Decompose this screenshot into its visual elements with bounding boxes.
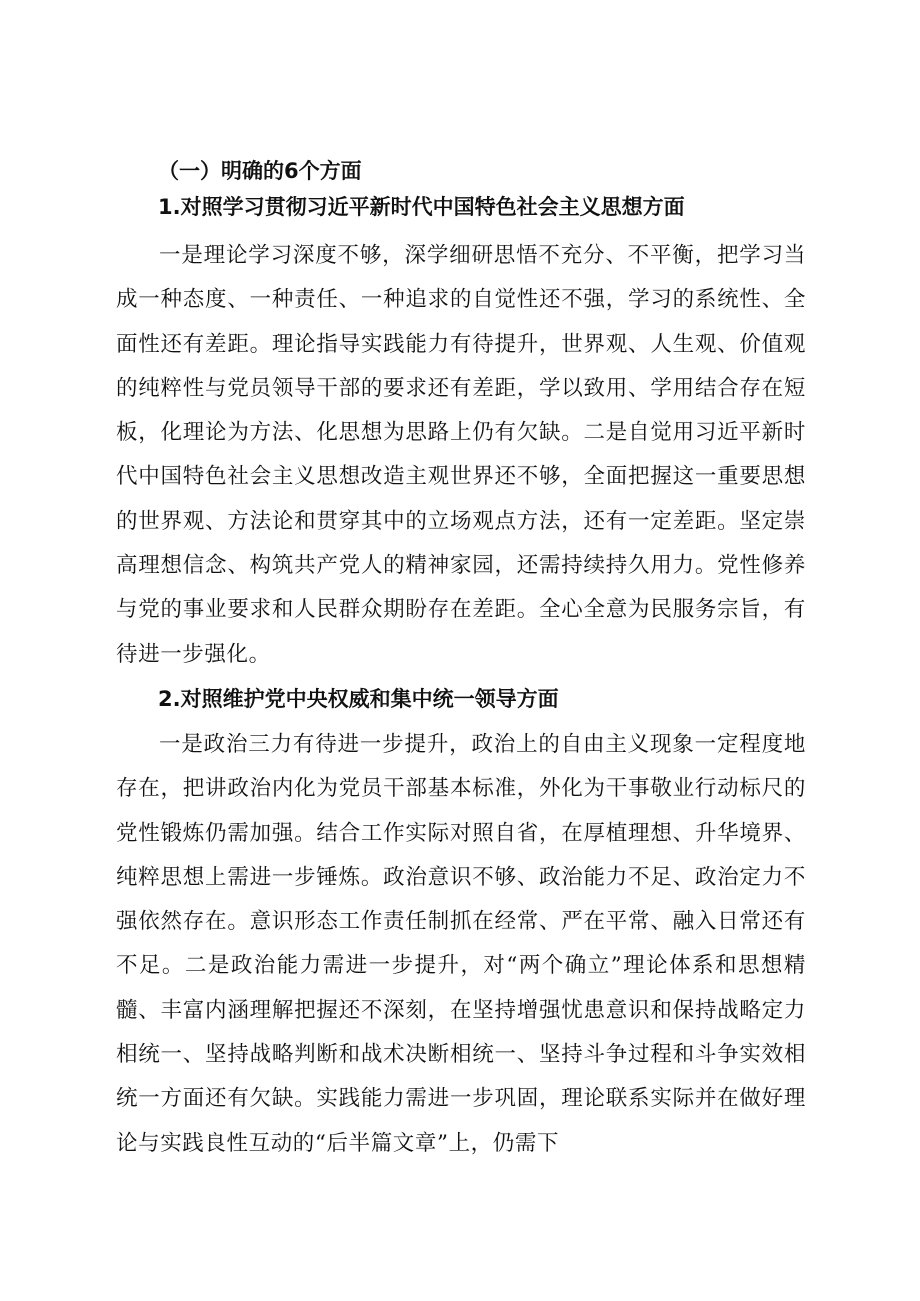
- subsection-2-title: 2.对照维护党中央权威和集中统一领导方面: [158, 686, 559, 711]
- subsection-2-paragraph: 一是政治三力有待进一步提升，政治上的自由主义现象一定程度地存在，把讲政治内化为党员干部基本标准，外化为干事敬业行动标尺的党性锻炼仍需加强。结合工作实际对照自省，在厚植理想、升华境界、纯粹思想上需进一步锤炼。政治意识不够、政治能力不足、政治定力不强依然存在。意识形态工作责任制抓在经常、严在平常、融入日常还有不足。二是政治能力需进一步提升，对“两个确立”理论体系和思想精髓、丰富内涵理解把握还不深刻，在坚持增强忧患意识和保持战略定力相统一、坚持战略判断和战术决断相统一、坚持斗争过程和斗争实效相统一方面还有欠缺。实践能力需进一步巩固，理论联系实际并在做好理论与实践良性互动的“后半篇文章”上，仍需下: [116, 731, 806, 1156]
- document-body: [116, 152, 806, 1166]
- subsection-1-paragraph: 一是理论学习深度不够，深学细研思悟不充分、不平衡，把学习当成一种态度、一种责任、一种追求的自觉性还不强，学习的系统性、全面性还有差距。理论指导实践能力有待提升，世界观、人生观、价值观的纯粹性与党员领导干部的要求还有差距，学以致用、学用结合存在短板，化理论为方法、化思想为思路上仍有欠缺。二是自觉用习近平新时代中国特色社会主义思想改造主观世界还不够，全面把握这一重要思想的世界观、方法论和贯穿其中的立场观点方法，还有一定差距。坚定崇高理想信念、构筑共产党人的精神家园，还需持续持久用力。党性修养与党的事业要求和人民群众期盼存在差距。全心全意为民服务宗旨，有待进一步强化。: [116, 243, 806, 667]
- subsection-1-title: 1.对照学习贯彻习近平新时代中国特色社会主义思想方面: [158, 195, 685, 219]
- section-title: （一）明确的6个方面: [158, 159, 362, 183]
